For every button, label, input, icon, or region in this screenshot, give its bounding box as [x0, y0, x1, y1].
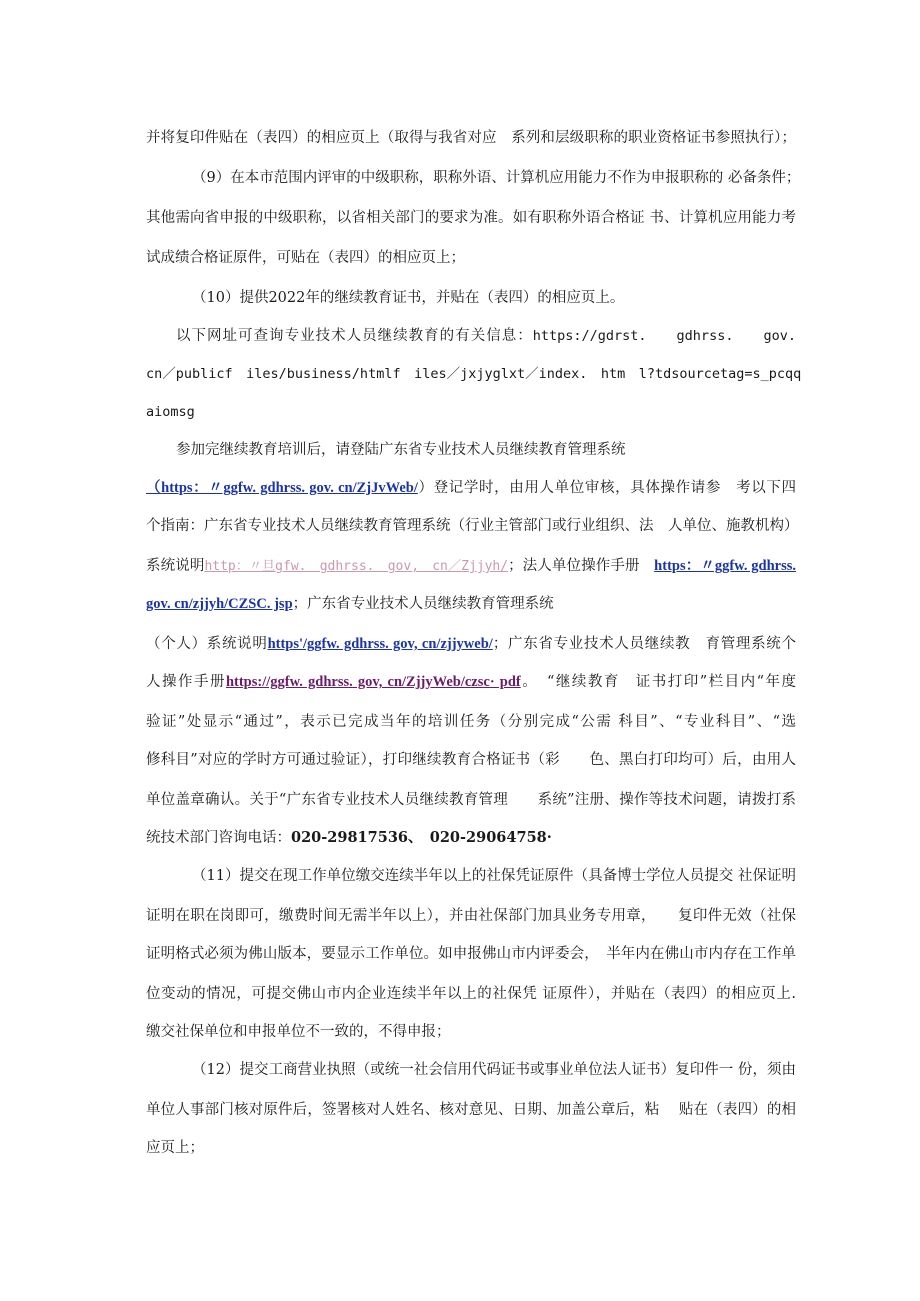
personal-manual-label: 人操作手册 [146, 674, 226, 690]
item-11-line-1: （11）提交在现工作单位缴交连续半年以上的社保凭证原件（具备博士学位人员提交 社保证明 [192, 868, 796, 884]
paragraph-line: 并将复印件贴在（表四）的相应页上（取得与我省对应 系列和层级职称的职业资格证书参照执行）； [146, 130, 796, 146]
item-11-line-5: 缴交社保单位和申报单位不一致的，不得申报； [146, 1024, 451, 1040]
item-11-line-3: 证明格式必须为佛山版本，要显示工作单位。如申报佛山市内评委会， 半年内在佛山市内存在工作单 [146, 946, 796, 962]
training-line-6 [146, 634, 796, 654]
item-12-line-3: 应页上； [146, 1140, 204, 1156]
continuing-education-url-part-2: cn／publicf iles/business/htmlf iles／jxjyglxt／index. htm l?tdsourcetag=s_pcqq [146, 366, 802, 382]
training-line-3: 个指南：广东省专业技术人员继续教育管理系统（行业主管部门或行业组织、法 人单位、施教机构） [146, 518, 799, 534]
item-9-line-3: 试成绩合格证原件，可贴在（表四）的相应页上； [146, 250, 465, 266]
training-line-5 [146, 594, 796, 614]
item-10-line-1: （10）提供2022年的继续教育证书，并贴在（表四）的相应页上。 [192, 290, 625, 306]
training-line-2 [146, 478, 796, 498]
url-info-label: 以下网址可查询专业技术人员继续教育的有关信息： [176, 328, 533, 344]
training-line-7 [146, 672, 796, 692]
training-line-6-text: ；广东省专业技术人员继续教 育管理系统个 [492, 636, 797, 652]
zjjyweb-link[interactable]: https'/ggfw. gdhrss. gov, cn/zjjyweb/ [267, 636, 493, 652]
support-phone-label: 统技术部门咨询电话： [146, 830, 291, 846]
training-line-11 [146, 828, 796, 848]
training-line-8: 验证”处显示“通过”，表示已完成当年的培训任务（分别完成“公需 科目”、“专业科目”、“选 [146, 714, 796, 730]
training-line-10: 单位盖章确认。关于“广东省专业技术人员继续教育管理 系统”注册、操作等技术问题，请拨打系 [146, 792, 796, 808]
zjjy-web-link[interactable]: https：〃ggfw. gdhrss. gov. cn/ZjJvWeb/ [161, 480, 418, 496]
czsc-link-part-2[interactable]: gov. cn/zjjyh/CZSC. jsp [146, 596, 293, 612]
support-phone-numbers: 020-29817536、 020-29064758· [291, 829, 552, 846]
system-guide-label: 系统说明 [146, 558, 205, 574]
item-12-line-2: 单位人事部门核对原件后，签署核对人姓名、核对意见、日期、加盖公章后，粘 贴在（表四）的相 [146, 1102, 796, 1118]
item-11-line-2: 证明在职在岗即可，缴费时间无需半年以上），并由社保部门加具业务专用章， 复印件无效（社保 [146, 908, 796, 924]
zjjyh-link[interactable]: http：〃旦gfw. gdhrss. gov, cn／Zjjyh/ [204, 559, 509, 574]
training-line-1: 参加完继续教育培训后，请登陆广东省专业技术人员继续教育管理系统 [176, 442, 626, 458]
item-11-line-4: 位变动的情况，可提交佛山市内企业连续半年以上的社保凭 证原件），并贴在（表四）的相应页上. [146, 986, 796, 1002]
czsc-pdf-link[interactable]: https://ggfw. gdhrss. gov, cn/ZjjyWeb/czsc· pdf [225, 674, 521, 690]
training-line-7-text: 。 “继续教育 证书打印”栏目内“年度 [520, 674, 796, 690]
training-line-2-text: ）登记学时，由用人单位审核，具体操作请参 考以下四 [417, 480, 796, 496]
continuing-education-url-part-3: aiomsg [146, 404, 195, 420]
continuing-education-url-part-1: https://gdrst. gdhrss. gov. [532, 328, 796, 344]
personal-guide-label: （个人）系统说明 [146, 636, 268, 652]
training-line-9: 修科目”对应的学时方可通过验证），打印继续教育合格证书（彩 色、黑白打印均可）后，由用人 [146, 752, 796, 768]
url-info-line [176, 326, 796, 346]
training-line-4 [146, 556, 796, 577]
item-9-line-2: 其他需向省申报的中级职称，以省相关部门的要求为准。如有职称外语合格证 书、计算机应用能力考 [146, 210, 796, 226]
paren-open: （ [146, 480, 162, 496]
item-12-line-1: （12）提交工商营业执照（或统一社会信用代码证书或事业单位法人证书）复印件一 份，须由 [192, 1062, 796, 1078]
czsc-link-part-1[interactable]: https：〃ggfw. gdhrss. [654, 558, 797, 574]
legal-unit-manual-label: ；法人单位操作手册 [508, 558, 655, 574]
item-9-line-1: （9）在本市范围内评审的中级职称，职称外语、计算机应用能力不作为申报职称的 必备条件； [192, 170, 801, 186]
training-line-5-text: ；广东省专业技术人员继续教育管理系统 [292, 596, 554, 612]
